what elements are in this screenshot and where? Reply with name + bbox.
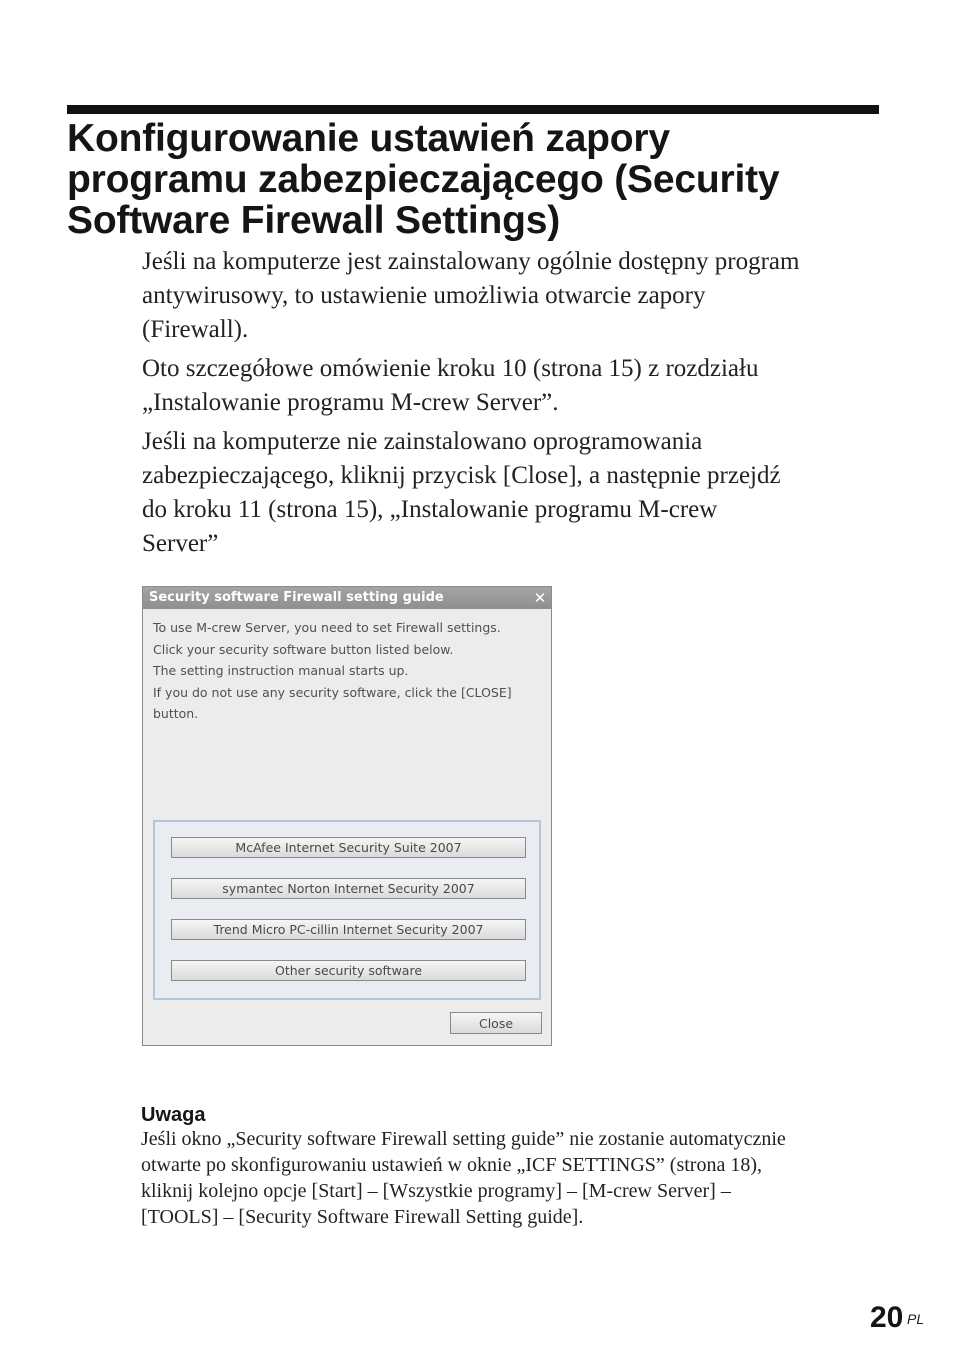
text-line: zabezpieczającego, kliknij przycisk [Close], a następnie przejdź [142, 462, 781, 489]
text-line: (Firewall). [142, 316, 249, 343]
text-line: Jeśli na komputerze nie zainstalowano oprogramowania [142, 428, 703, 455]
page-language-suffix: PL [907, 1311, 925, 1327]
dialog-titlebar[interactable] [143, 587, 551, 609]
mcafee-button[interactable]: McAfee Internet Security Suite 2007 [171, 837, 526, 858]
body-text [142, 245, 902, 566]
message-line: The setting instruction manual starts up. [153, 663, 409, 679]
close-button[interactable]: Close [450, 1012, 542, 1034]
paragraph-intro [142, 245, 902, 347]
dialog-title: Security software Firewall setting guide [149, 590, 444, 605]
title-line: programu zabezpieczającego (Security [67, 158, 780, 201]
header-rule [67, 105, 879, 114]
message-line: Click your security software button listed below. [153, 641, 454, 657]
norton-button[interactable]: symantec Norton Internet Security 2007 [171, 878, 526, 899]
paragraph-no-security-software [142, 425, 902, 561]
security-software-group [153, 820, 541, 1000]
message-line: To use M-crew Server, you need to set Firewall settings. [153, 620, 501, 635]
message-line: If you do not use any security software, click the [CLOSE] [153, 684, 512, 700]
text-line: antywirusowy, to ustawienie umożliwia otwarcie zapory [142, 282, 706, 309]
other-security-software-button[interactable]: Other security software [171, 960, 526, 981]
note-heading: Uwaga [141, 1104, 206, 1126]
text-line: Oto szczegółowe omówienie kroku 10 (strona 15) z rozdziału [142, 355, 759, 382]
text-line: Jeśli na komputerze jest zainstalowany ogólnie dostępny program [142, 248, 800, 275]
note-line: [TOOLS] – [Security Software Firewall Setting guide]. [141, 1206, 584, 1228]
text-line: do kroku 11 (strona 15), „Instalowanie programu M-crew [142, 496, 718, 523]
note-line: Jeśli okno „Security software Firewall setting guide” nie zostanie automatycznie [141, 1128, 786, 1150]
text-line: „Instalowanie programu M-crew Server”. [142, 389, 559, 416]
firewall-guide-dialog [142, 586, 552, 1046]
page-number: 20 [870, 1301, 904, 1334]
title-line: Software Firewall Settings) [67, 199, 561, 242]
close-icon[interactable]: ✕ [533, 589, 547, 607]
note-text [141, 1126, 901, 1230]
note-line: otwarte po skonfigurowaniu ustawień w oknie „ICF SETTINGS” (strona 18), [141, 1154, 762, 1176]
trend-micro-button[interactable]: Trend Micro PC-cillin Internet Security 2007 [171, 919, 526, 940]
note-line: kliknij kolejno opcje [Start] – [Wszystkie programy] – [M-crew Server] – [141, 1180, 731, 1202]
dialog-message [153, 617, 545, 725]
message-line: button. [153, 706, 199, 722]
title-line: Konfigurowanie ustawień zapory [67, 117, 670, 160]
page-title [67, 118, 897, 241]
paragraph-step-reference [142, 352, 902, 420]
text-line: Server” [142, 530, 219, 557]
